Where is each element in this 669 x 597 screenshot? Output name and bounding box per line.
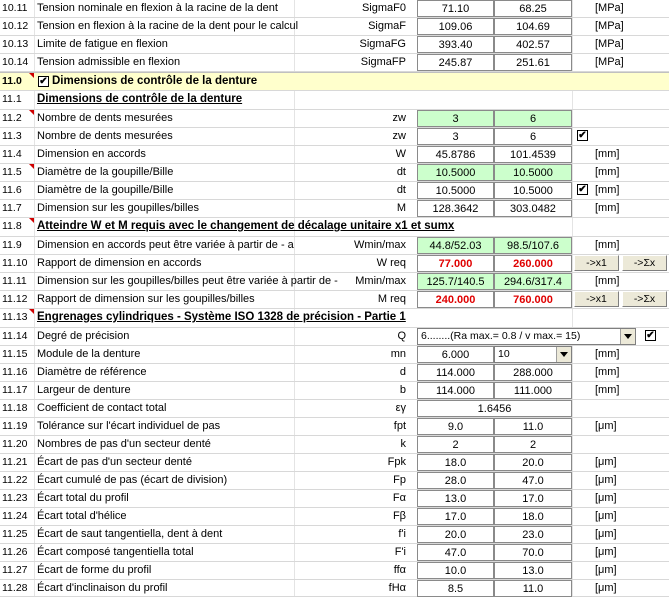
row-number: 10.14 [2, 56, 29, 68]
unit-label: [μm] [595, 456, 617, 468]
unit-label: [MPa] [595, 2, 624, 14]
value-cell-gear1[interactable]: 10.0 [417, 562, 494, 579]
input-cell-gear1[interactable]: 10.5000 [417, 164, 494, 181]
row-symbol: SigmaFP [360, 56, 406, 68]
apply-x1-button[interactable]: ->x1 [574, 255, 619, 271]
row-label: Coefficient de contact total [37, 402, 167, 414]
input-cell-gear1[interactable]: 3 [417, 110, 494, 127]
row-number: 11.26 [2, 546, 28, 558]
unit-label: [mm] [595, 239, 620, 251]
unit-label: [μm] [595, 420, 617, 432]
precision-grade-dropdown[interactable] [417, 328, 636, 345]
unit-label: [mm] [595, 202, 620, 214]
table-row [0, 237, 669, 255]
row-number: 11.8 [0, 218, 34, 235]
table-row [0, 273, 669, 291]
required-cell-gear1[interactable]: 77.000 [417, 255, 494, 272]
value-cell-gear2[interactable]: 13.0 [494, 562, 572, 579]
table-row [0, 309, 669, 328]
range-cell-gear1[interactable]: 44.8/52.03 [417, 237, 494, 254]
row-symbol: M req [377, 293, 406, 305]
row-symbol: ffα [393, 564, 406, 576]
row-number: 11.7 [2, 202, 22, 214]
row-number: 11.1 [2, 93, 22, 105]
table-row [0, 472, 669, 490]
row-label: Écart total du profil [37, 492, 129, 504]
row-symbol: W req [376, 257, 406, 269]
value-cell-gear1[interactable]: 10.5000 [417, 182, 494, 199]
row-number: 11.22 [2, 474, 28, 486]
value-cell-gear2[interactable]: 303.0482 [494, 200, 572, 217]
value-cell-gear2[interactable]: 104.69 [494, 18, 572, 35]
table-row [0, 18, 669, 36]
table-row [0, 128, 669, 146]
row-symbol: fHα [388, 582, 406, 594]
row-label: Écart composé tangentiella total [37, 546, 194, 558]
row-symbol: zw [392, 112, 406, 124]
value-cell-gear2[interactable]: 2 [494, 436, 572, 453]
row-symbol: zw [392, 130, 406, 142]
value-cell-gear1[interactable]: 6.000 [417, 346, 494, 363]
dropdown-value: 10 [498, 348, 510, 360]
unit-label: [μm] [595, 474, 617, 486]
row-number: 11.19 [2, 420, 28, 432]
row-number: 11.23 [2, 492, 28, 504]
row-number: 11.25 [2, 528, 28, 540]
unit-label: [mm] [595, 184, 620, 196]
table-row [0, 110, 669, 128]
table-row [0, 200, 669, 218]
value-cell-gear1[interactable]: 114.000 [417, 364, 494, 381]
unit-label: [μm] [595, 492, 617, 504]
row-label: Écart total d'hélice [37, 510, 127, 522]
row-number: 11.4 [2, 148, 22, 160]
row-symbol: dt [396, 166, 406, 178]
row-label: Écart cumulé de pas (écart de division) [37, 474, 228, 486]
value-cell-gear1[interactable]: 71.10 [417, 0, 494, 17]
input-cell-gear2[interactable]: 10.5000 [494, 164, 572, 181]
row-number: 11.6 [2, 184, 22, 196]
row-number: 10.11 [2, 2, 28, 14]
table-row [0, 328, 669, 346]
value-cell-gear1[interactable]: 8.5 [417, 580, 494, 597]
row-symbol: W [395, 148, 406, 160]
value-cell-gear1[interactable]: 17.0 [417, 508, 494, 525]
table-row [0, 182, 669, 200]
table-row [0, 544, 669, 562]
required-cell-gear1[interactable]: 240.000 [417, 291, 494, 308]
subsection-title: Engrenages cylindriques - Système ISO 1328 de précision - Partie 1 [37, 311, 406, 323]
row-number: 11.24 [2, 510, 28, 522]
row-symbol: mn [390, 348, 406, 360]
table-row [0, 164, 669, 182]
value-cell-gear1[interactable]: 245.87 [417, 54, 494, 71]
value-cell-gear2[interactable]: 101.4539 [494, 146, 572, 163]
chevron-down-icon[interactable] [556, 347, 571, 362]
row-symbol: Wmin/max [354, 239, 406, 251]
row-symbol: Fp [393, 474, 406, 486]
row-number: 11.3 [2, 130, 22, 142]
row-number: 11.9 [2, 239, 22, 251]
row-symbol: Fα [392, 492, 406, 504]
unit-label: [μm] [595, 546, 617, 558]
row-symbol: εγ [395, 402, 406, 414]
row-symbol: d [399, 366, 406, 378]
row-number: 11.16 [2, 366, 28, 378]
section-header-row [0, 72, 669, 91]
value-cell-gear2[interactable]: 6 [494, 128, 572, 145]
value-cell-gear1[interactable]: 47.0 [417, 544, 494, 561]
row-symbol: Mmin/max [355, 275, 406, 287]
unit-label: [mm] [595, 366, 620, 378]
unit-label: [μm] [595, 528, 617, 540]
row-symbol: k [400, 438, 406, 450]
row-number: 11.0 [0, 73, 34, 90]
unit-label: [MPa] [595, 56, 624, 68]
table-row [0, 382, 669, 400]
row-symbol: Fpk [387, 456, 406, 468]
row-symbol: F'i [394, 546, 406, 558]
row-symbol: Fβ [392, 510, 406, 522]
row-symbol: SigmaF0 [361, 2, 406, 14]
table-row [0, 36, 669, 54]
row-label: Tension admissible en flexion [37, 56, 181, 68]
table-row [0, 454, 669, 472]
value-cell-gear2[interactable]: 23.0 [494, 526, 572, 543]
value-cell-gear1[interactable]: 18.0 [417, 454, 494, 471]
subsection-title: Atteindre W et M requis avec le changement de décalage unitaire x1 et sumx [37, 220, 455, 232]
unit-label: [MPa] [595, 38, 624, 50]
required-cell-gear2[interactable]: 760.000 [494, 291, 572, 308]
value-cell-gear1[interactable]: 2 [417, 436, 494, 453]
row-label: Dimension sur les goupilles/billes [37, 202, 200, 214]
row-label: Dimension en accords peut être variée à partir de - a [37, 239, 294, 251]
value-cell-gear1[interactable]: 3 [417, 128, 494, 145]
value-cell-gear2[interactable]: 111.000 [494, 382, 572, 399]
value-cell-gear1[interactable]: 20.0 [417, 526, 494, 543]
section-title: Dimensions de contrôle de la denture [52, 75, 258, 87]
row-label: Largeur de denture [37, 384, 131, 396]
row-number: 11.27 [2, 564, 28, 576]
value-cell-gear2[interactable]: 20.0 [494, 454, 572, 471]
row-label: Nombre de dents mesurées [37, 130, 173, 142]
value-cell-gear1[interactable]: 128.3642 [417, 200, 494, 217]
row-label: Dimension sur les goupilles/billes peut être variée à partir de - [37, 275, 338, 287]
value-cell-gear2[interactable]: 251.61 [494, 54, 572, 71]
unit-label: [μm] [595, 564, 617, 576]
range-cell-gear1[interactable]: 125.7/140.5 [417, 273, 494, 290]
row-number: 11.18 [2, 402, 28, 414]
value-cell-gear2[interactable]: 11.0 [494, 418, 572, 435]
row-symbol: b [399, 384, 406, 396]
row-number: 11.21 [2, 456, 28, 468]
value-cell-gear2[interactable]: 402.57 [494, 36, 572, 53]
row-symbol: SigmaFG [359, 38, 406, 50]
table-row [0, 255, 669, 273]
value-cell-gear2[interactable]: 17.0 [494, 490, 572, 507]
row-label: Diamètre de la goupille/Bille [37, 184, 174, 196]
row-label: Limite de fatigue en flexion [37, 38, 168, 50]
row-number: 11.17 [2, 384, 28, 396]
table-row [0, 400, 669, 418]
row-label: Écart de pas d'un secteur denté [37, 456, 192, 468]
row-number: 11.13 [0, 309, 34, 326]
row-label: Écart d'inclinaison du profil [37, 582, 168, 594]
table-row [0, 54, 669, 72]
row-label: Écart de forme du profil [37, 564, 152, 576]
value-cell-gear1[interactable]: 109.06 [417, 18, 494, 35]
subsection-title: Dimensions de contrôle de la denture [37, 93, 243, 105]
row-label: Diamètre de référence [37, 366, 147, 378]
value-cell-gear1[interactable]: 13.0 [417, 490, 494, 507]
input-cell-gear2[interactable]: 6 [494, 110, 572, 127]
row-number: 11.14 [2, 330, 28, 342]
value-cell-gear1[interactable]: 114.000 [417, 382, 494, 399]
value-cell-gear2[interactable]: 70.0 [494, 544, 572, 561]
row-label: Tension en flexion à la racine de la dent pour le calcul [37, 20, 299, 32]
table-row [0, 291, 669, 309]
row-symbol: Q [397, 330, 406, 342]
row-label: Nombre de dents mesurées [37, 112, 173, 124]
checkbox[interactable]: ✔ [646, 330, 655, 341]
row-symbol: M [396, 202, 406, 214]
table-row [0, 418, 669, 436]
value-cell-gear2[interactable]: 288.000 [494, 364, 572, 381]
row-number: 11.15 [2, 348, 28, 360]
range-cell-gear2[interactable]: 294.6/317.4 [494, 273, 572, 290]
value-cell-gear2[interactable]: 18.0 [494, 508, 572, 525]
value-cell-gear1[interactable]: 9.0 [417, 418, 494, 435]
dropdown-value: 6........(Ra max.= 0.8 / v max.= 15) [421, 330, 581, 342]
row-label: Tolérance sur l'écart individuel de pas [37, 420, 221, 432]
row-number: 11.5 [0, 164, 34, 181]
value-cell-gear2[interactable]: 68.25 [494, 0, 572, 17]
value-cell-gear1[interactable]: 28.0 [417, 472, 494, 489]
value-cell-combined[interactable]: 1.6456 [417, 400, 572, 417]
row-label: Tension nominale en flexion à la racine de la dent [37, 2, 278, 14]
row-label: Rapport de dimension sur les goupilles/billes [37, 293, 255, 305]
row-symbol: fpt [393, 420, 406, 432]
table-row [0, 508, 669, 526]
row-number: 11.20 [2, 438, 28, 450]
row-label: Dimension en accords [37, 148, 146, 160]
range-cell-gear2[interactable]: 98.5/107.6 [494, 237, 572, 254]
table-row [0, 490, 669, 508]
row-label: Diamètre de la goupille/Bille [37, 166, 174, 178]
row-label: Rapport de dimension en accords [37, 257, 202, 269]
apply-sumx-button[interactable]: ->Σx [622, 255, 667, 271]
section-checkbox[interactable]: ✔ [39, 76, 48, 87]
row-label: Degré de précision [37, 330, 130, 342]
row-number: 10.12 [2, 20, 29, 32]
row-symbol: f'i [398, 528, 406, 540]
table-row [0, 218, 669, 237]
apply-x1-button[interactable]: ->x1 [574, 291, 619, 307]
table-row [0, 436, 669, 454]
unit-label: [MPa] [595, 20, 624, 32]
unit-label: [mm] [595, 275, 620, 287]
value-cell-gear2[interactable]: 10.5000 [494, 182, 572, 199]
unit-label: [mm] [595, 148, 620, 160]
row-number: 11.28 [2, 582, 28, 594]
table-row [0, 0, 669, 18]
table-row [0, 562, 669, 580]
value-cell-gear2[interactable]: 11.0 [494, 580, 572, 597]
row-number: 11.2 [0, 110, 34, 127]
checkbox[interactable]: ✔ [578, 184, 587, 195]
table-row [0, 580, 669, 597]
row-label: Nombres de pas d'un secteur denté [37, 438, 211, 450]
value-cell-gear1[interactable]: 393.40 [417, 36, 494, 53]
value-cell-gear2[interactable]: 47.0 [494, 472, 572, 489]
table-row [0, 346, 669, 364]
unit-label: [mm] [595, 384, 620, 396]
table-row [0, 526, 669, 544]
row-number: 11.11 [2, 275, 27, 287]
unit-label: [μm] [595, 510, 617, 522]
table-row [0, 146, 669, 164]
row-label: Écart de saut tangentiella, dent à dent [37, 528, 223, 540]
row-number: 11.12 [2, 293, 28, 305]
row-label: Module de la denture [37, 348, 141, 360]
unit-label: [mm] [595, 166, 620, 178]
checkbox[interactable]: ✔ [578, 130, 587, 141]
row-symbol: dt [396, 184, 406, 196]
required-cell-gear2[interactable]: 260.000 [494, 255, 572, 272]
unit-label: [μm] [595, 582, 617, 594]
table-row [0, 364, 669, 382]
apply-sumx-button[interactable]: ->Σx [622, 291, 667, 307]
row-symbol: SigmaF [368, 20, 406, 32]
value-cell-gear1[interactable]: 45.8786 [417, 146, 494, 163]
row-number: 10.13 [2, 38, 29, 50]
table-row [0, 91, 669, 110]
chevron-down-icon[interactable] [620, 329, 635, 344]
row-number: 11.10 [2, 257, 28, 269]
unit-label: [mm] [595, 348, 620, 360]
module-dropdown[interactable] [494, 346, 572, 363]
